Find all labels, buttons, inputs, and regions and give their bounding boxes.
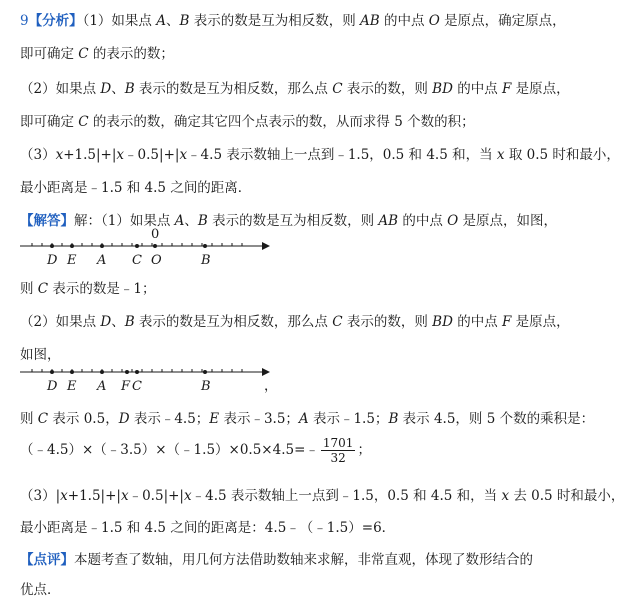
label-o: O [151,253,162,268]
fraction: $\frac{1701}{32}$ [322,436,354,465]
line-9: （2）如果点 D、B 表示的数是互为相反数，那么点 C 表示的数，则 BD 的中点 F 是原点， [20,314,570,330]
point-e [70,244,74,248]
label-d: D [47,379,58,394]
label-c: C [132,379,142,394]
line-4: 即可确定 C 的表示的数，确定其它四个点表示的数，从而求得 5 个数的积； [20,114,475,130]
point-b [203,370,207,374]
line-6: 最小距离是﹣1.5 和 4.5 之间的距离． [20,180,252,196]
comment-tag: 【点评】 [20,552,74,568]
label-a: A [97,253,107,268]
comma-after-figure: ， [264,378,278,394]
line-13: （﹣4.5）×（﹣3.5）×（﹣1.5）×0.5×4.5=﹣ $\frac{1701}{32}$ ； [20,436,371,465]
label-e: E [67,253,77,268]
number-line-1 [0,224,300,276]
line-1: 9【分析】（1）如果点 A、B 表示的数是互为相反数，则 AB 的中点 O 是原点，确定原点， [20,13,566,29]
question-number: 9 [20,13,29,29]
line-3: （2）如果点 D、B 表示的数是互为相反数，那么点 C 表示的数，则 BD 的中点 F 是原点， [20,81,570,97]
line-2: 即可确定 C 的表示的数； [20,46,174,62]
solution-tag: 【解答】 [20,213,74,229]
line-16: 【点评】本题考查了数轴，用几何方法借助数轴来求解，非常直观，体现了数形结合的 [20,552,533,568]
line-10: 如图， [20,347,61,363]
label-b: B [201,253,211,268]
line-12: 则 C 表示 0.5，D 表示﹣4.5；E 表示﹣3.5；A 表示﹣1.5；B 表示 4.5，则 5 个数的乘积是： [20,411,595,427]
point-a [100,370,104,374]
analysis-tag: 【分析】 [28,13,83,29]
line-5: （3）x+1.5|+|x﹣0.5|+|x﹣4.5 表示数轴上一点到﹣1.5，0.5 和 4.5 和，当 x 取 0.5 时和最小， [20,147,620,163]
label-b: B [201,379,211,394]
point-b [203,244,207,248]
label-a: A [97,379,107,394]
point-c [135,244,139,248]
point-c [135,370,139,374]
line-17: 优点． [20,582,61,598]
line-14: （3）|x+1.5|+|x﹣0.5|+|x﹣4.5 表示数轴上一点到﹣1.5，0.5 和 4.5 和，当 x 去 0.5 时和最小， [20,488,624,504]
point-d [50,370,54,374]
point-o [153,244,157,248]
line-8: 则 C 表示的数是﹣1； [20,281,156,297]
label-c: C [132,253,142,268]
label-d: D [47,253,58,268]
label-f: F [121,379,131,394]
point-e [70,370,74,374]
point-d [50,244,54,248]
point-f [125,370,129,374]
number-line-2 [0,358,300,410]
point-a [100,244,104,248]
line-7: 【解答】解：（1）如果点 A、B 表示的数是互为相反数，则 AB 的中点 O 是原点，如图， [20,213,558,229]
line-15: 最小距离是﹣1.5 和 4.5 之间的距离是：4.5﹣（﹣1.5）=6． [20,520,396,536]
label-e: E [67,379,77,394]
label-zero: 0 [151,227,160,242]
